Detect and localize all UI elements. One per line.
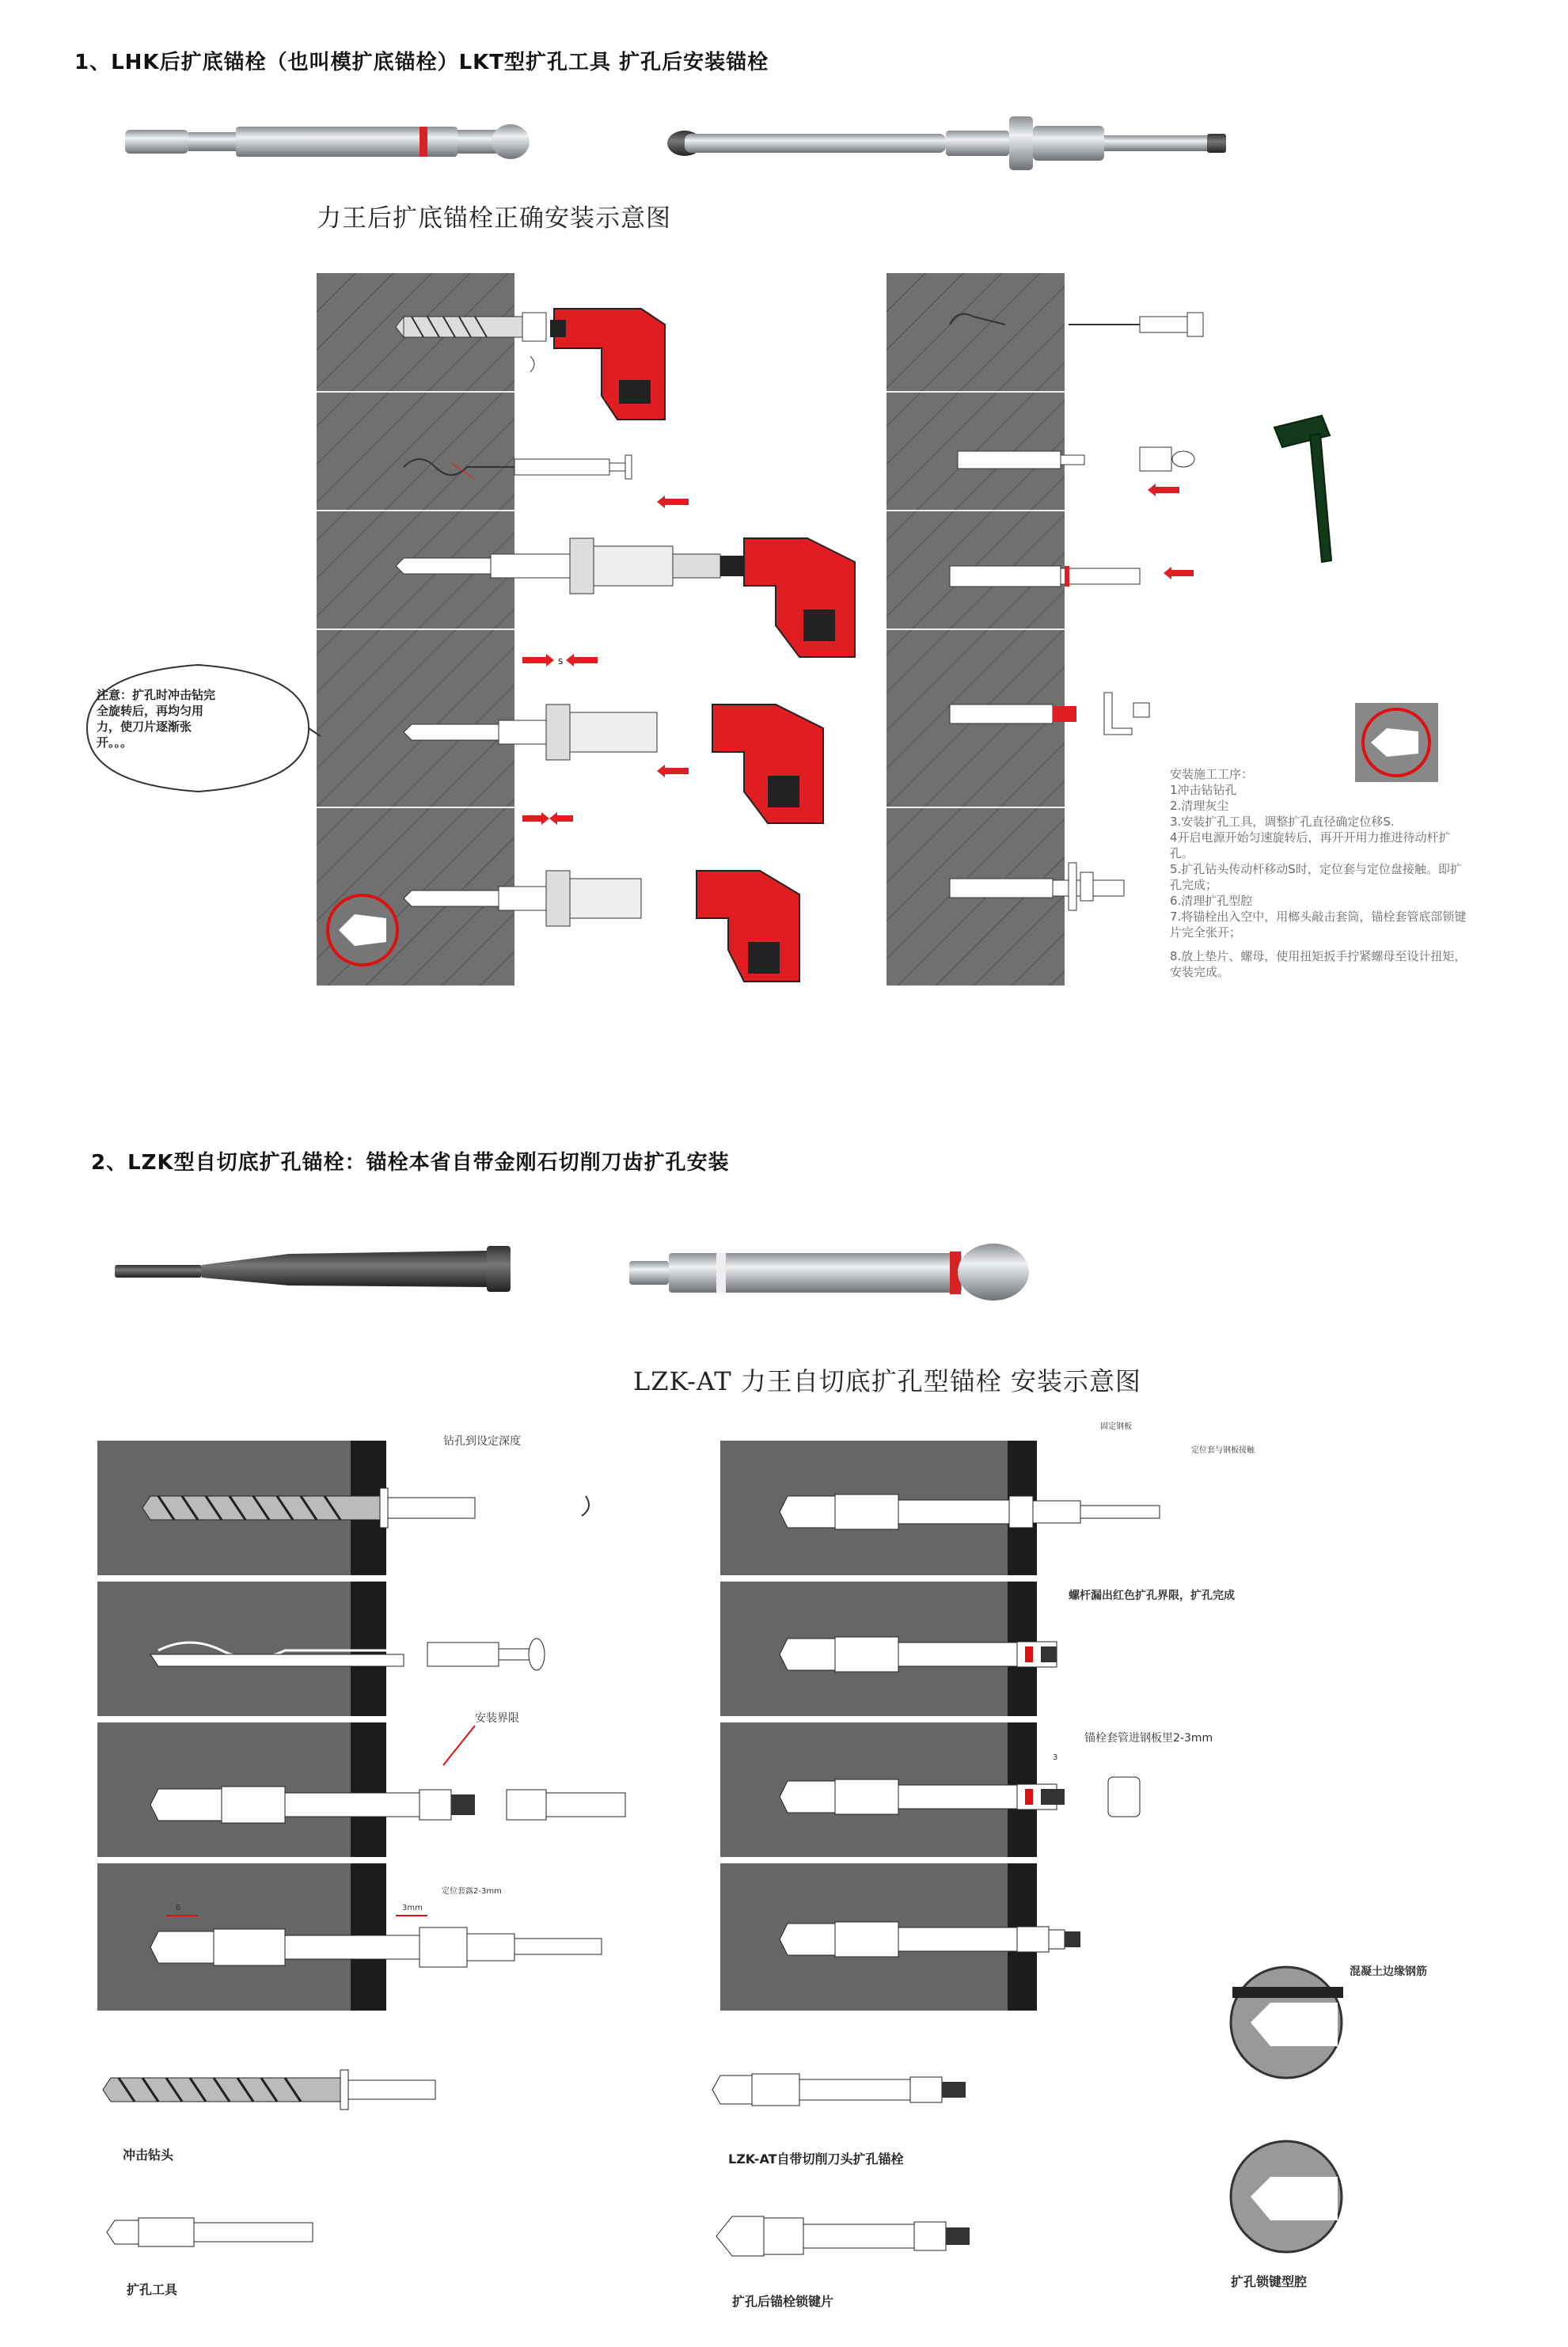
step8-installed [950,863,1140,918]
install-step: 4开启电源开始匀速旋转后，再开开用力推进待动杆扩孔。 [1170,830,1451,860]
lkt-tool-image [661,107,1231,178]
lzk-step5-sleeve-contact [780,1480,1215,1544]
lzk-step8-installed [780,1908,1096,1971]
step2-cleaning [404,447,641,487]
step1-drilling [404,301,736,435]
caption-ream-tool: 扩孔工具 [127,2282,178,2297]
cavity-detail-circle-left [323,891,402,970]
lhk-anchor-image [119,111,538,174]
dim-6: 6 [176,1904,181,1912]
install-step: 6.清理扩孔型腔 [1170,894,1253,908]
install-step: 3.安装扩孔工具，调整扩孔直径确定位移S. [1170,815,1395,829]
install-step: 1冲击钻钻孔 [1170,783,1237,797]
part-anchor-image [712,2066,1029,2113]
install-step: 2.清理灰尘 [1170,799,1229,813]
part-drill-bit-image [103,2066,499,2113]
svg-text:S: S [558,658,564,667]
lzk-step1-drill [142,1480,586,1544]
install-step: 5.扩孔钻头传动杆移动S时，定位套与定位盘接触。即扩孔完成； [1170,862,1462,892]
step4-reaming-open [396,657,839,831]
label-sleeve-contact: 定位套与钢板接触 [1191,1446,1255,1455]
lzk-step2-clean [150,1627,570,1690]
lzk-step3-install-anchor [150,1769,704,1840]
label-concrete-edge: 混凝土边缘钢筋 [1350,1965,1427,1978]
lzk-tool-image [115,1243,526,1298]
label-install-limit: 安装界限 [475,1712,519,1725]
caption-drill-bit: 冲击钻头 [123,2148,174,2163]
install-step: 7.将锚栓出入空中，用榔头敲击套筒，锚栓套管底部锁键片完全张开； [1170,910,1467,940]
install-step: 8.放上垫片、螺母，使用扭矩扳手拧紧螺母至设计扭矩，安装完成。 [1170,949,1467,979]
locked-cavity-circle [1223,2133,1350,2260]
part-ream-tool-image [107,2208,328,2256]
lzk-step4-ream [150,1912,625,1983]
caption-locked: 扩孔后锚栓锁键片 [732,2294,834,2309]
step8-nut-washer [950,689,1171,744]
label-fixed-plate: 固定钢板 [1100,1422,1132,1431]
section2-diagram-title: LZK-AT 力王自切底扩孔型锚栓 安装示意图 [633,1366,1141,1396]
label-sleeve-into-plate: 锚栓套管进钢板里2-3mm [1084,1732,1213,1745]
caption-cavity: 扩孔锁键型腔 [1231,2274,1308,2289]
lzk-step7-sleeve-in [780,1765,1152,1829]
install-steps-title: 安装施工工序： [1170,767,1254,781]
dim-3mm: 3mm [402,1904,423,1912]
lzk-anchor-image [629,1239,1041,1310]
caption-anchor: LZK-AT自带切削刀头扩孔锚栓 [728,2151,904,2167]
section1-diagram-title: 力王后扩底锚栓正确安装示意图 [317,204,671,233]
label-red-limit: 螺杆漏出红色扩孔界限，扩孔完成 [1069,1589,1235,1602]
label-drill-depth: 钻孔到设定深度 [443,1435,521,1448]
step7-hammer-sleeve [950,554,1235,602]
hammer-icon [1266,412,1361,570]
lzk-step6-red-limit [780,1623,1096,1686]
reaming-note: 注意：扩孔时冲击钻完全旋转后，再均匀用力，使刀片逐渐张开。。。 [97,688,216,750]
step5-reaming-done [396,815,823,989]
install-steps [1170,766,1471,980]
section2-heading: 2、LZK型自切底扩孔锚栓：锚栓本省自带金刚石切削刀齿扩孔安装 [91,1151,730,1175]
dim-3: 3 [1053,1753,1058,1762]
part-locked-anchor-image [716,2208,1033,2264]
label-position-sleeve: 定位套露2-3mm [442,1887,502,1896]
step6-sleeve [958,439,1235,503]
step6-anchor-insert [942,301,1243,348]
step3-reaming [396,499,871,681]
leader-line [439,1722,487,1769]
concrete-edge-circle [1223,1959,1350,2086]
section1-heading: 1、LHK后扩底锚栓（也叫模扩底锚栓）LKT型扩孔工具 扩孔后安装锚栓 [74,51,769,74]
